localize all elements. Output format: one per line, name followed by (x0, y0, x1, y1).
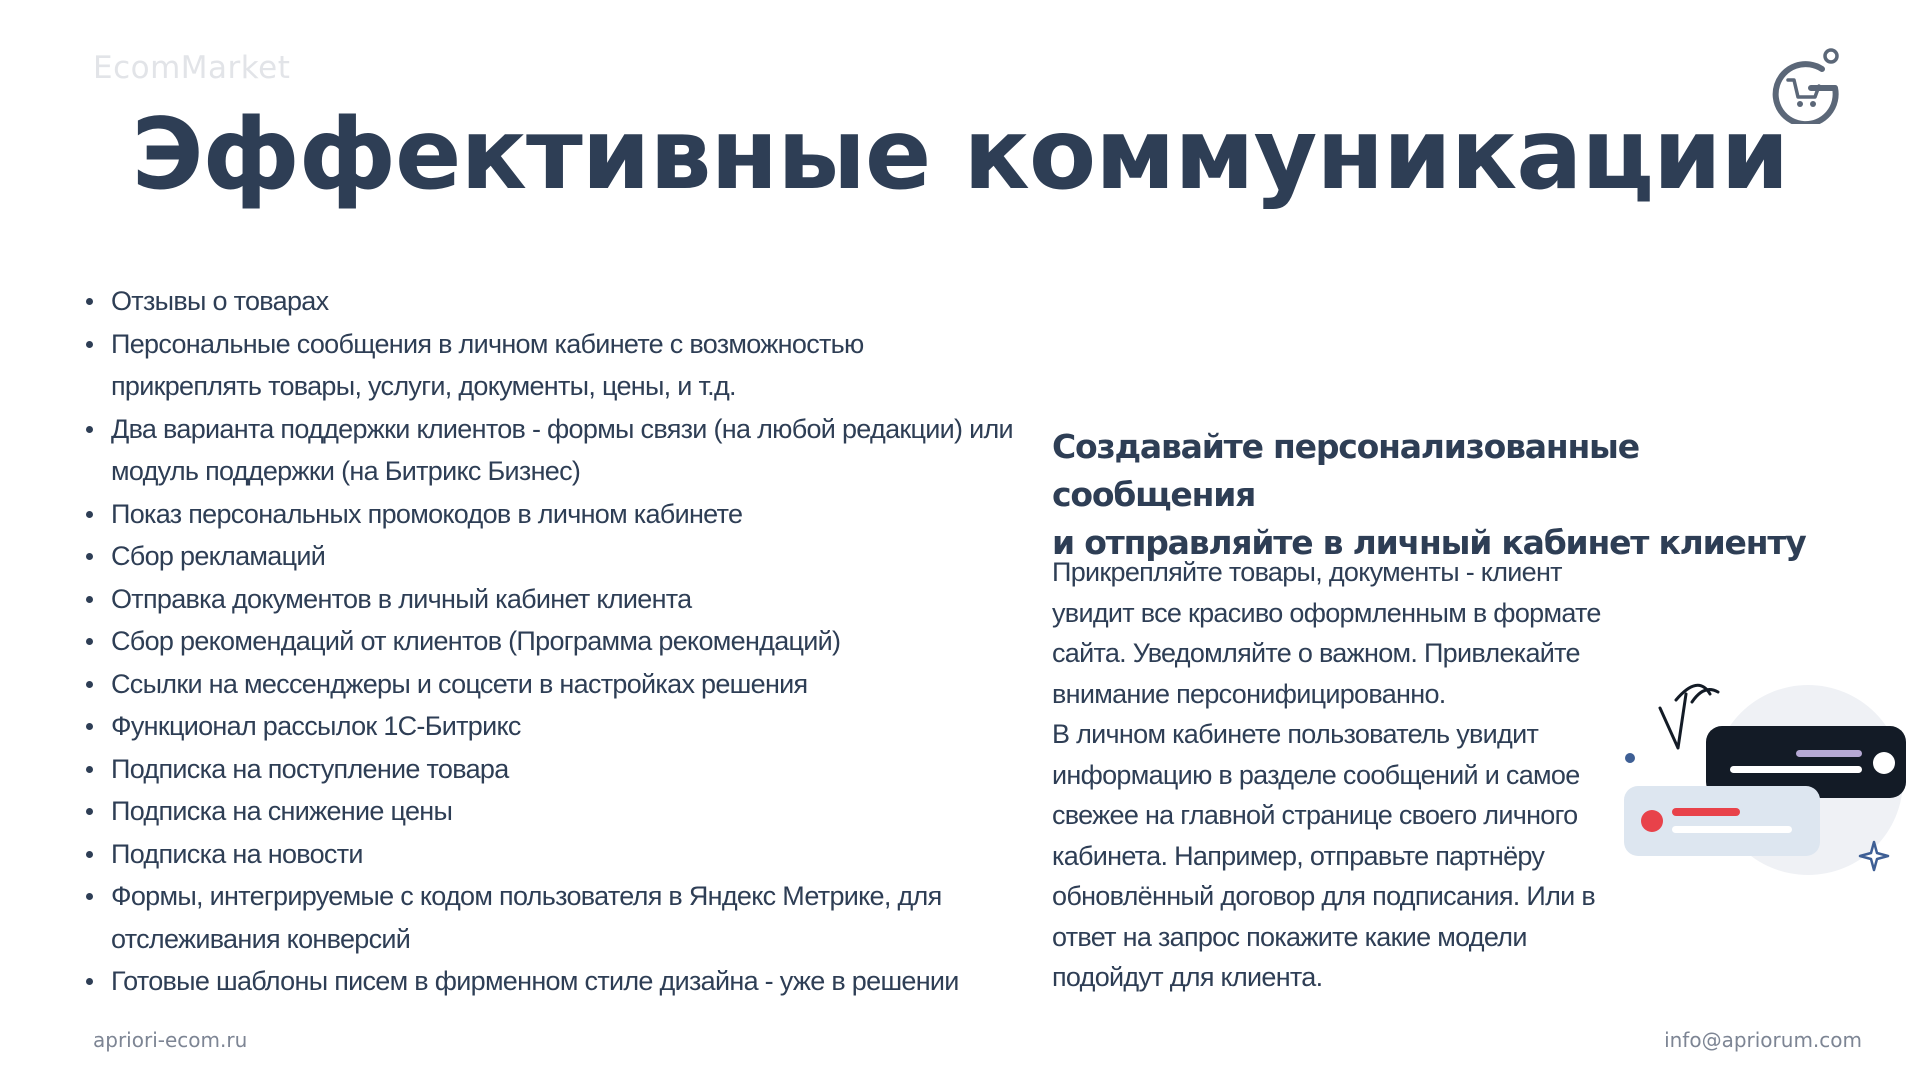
list-item: Подписка на поступление товара (84, 748, 1014, 791)
brand-name: EcomMarket (93, 50, 291, 86)
promo-heading (1052, 423, 1852, 567)
list-item: Отзывы о товарах (84, 280, 1014, 323)
list-item: Функционал рассылок 1С-Битрикс (84, 705, 1014, 748)
promo-heading-line1: Создавайте персонализованные сообщения (1052, 427, 1639, 514)
list-item: Показ персональных промокодов в личном кабинете (84, 493, 1014, 536)
website-link[interactable]: apriori-ecom.ru (93, 1028, 248, 1052)
list-item: Подписка на новости (84, 833, 1014, 876)
list-item: Персональные сообщения в личном кабинете с возможностью прикреплять товары, услуги, документы, цены, и т.д. (84, 323, 1014, 408)
promo-description (1052, 552, 1612, 998)
email-link[interactable]: info@apriorum.com (1664, 1028, 1862, 1052)
list-item: Ссылки на мессенджеры и соцсети в настройках решения (84, 663, 1014, 706)
page-title: Эффективные коммуникации (131, 98, 1789, 212)
list-item: Подписка на снижение цены (84, 790, 1014, 833)
list-item: Сбор рекламаций (84, 535, 1014, 578)
promo-paragraph: Прикрепляйте товары, документы - клиент увидит все красиво оформленным в формате сайта. Уведомляйте о важном. Привлекайте внимание персонифицированно. (1052, 557, 1601, 709)
list-item: Готовые шаблоны писем в фирменном стиле дизайна - уже в решении (84, 960, 1014, 1003)
feature-list (84, 280, 1014, 1003)
list-item: Формы, интегрируемые с кодом пользователя в Яндекс Метрике, для отслеживания конверсий (84, 875, 1014, 960)
promo-paragraph: В личном кабинете пользователь увидит информацию в разделе сообщений и самое свежее на главной странице своего личного кабинета. Например, отправьте партнёру обновлённый договор для подписания. Или в ответ на запрос покажите какие модели подойдут для клиента. (1052, 719, 1595, 992)
promo-heading-line2: и отправляйте в личный кабинет клиенту (1052, 523, 1806, 562)
list-item: Отправка документов в личный кабинет клиента (84, 578, 1014, 621)
list-item: Два варианта поддержки клиентов - формы связи (на любой редакции) или модуль поддержки (на Битрикс Бизнес) (84, 408, 1014, 493)
chat-messages-illustration (1618, 660, 1918, 900)
list-item: Сбор рекомендаций от клиентов (Программа рекомендаций) (84, 620, 1014, 663)
